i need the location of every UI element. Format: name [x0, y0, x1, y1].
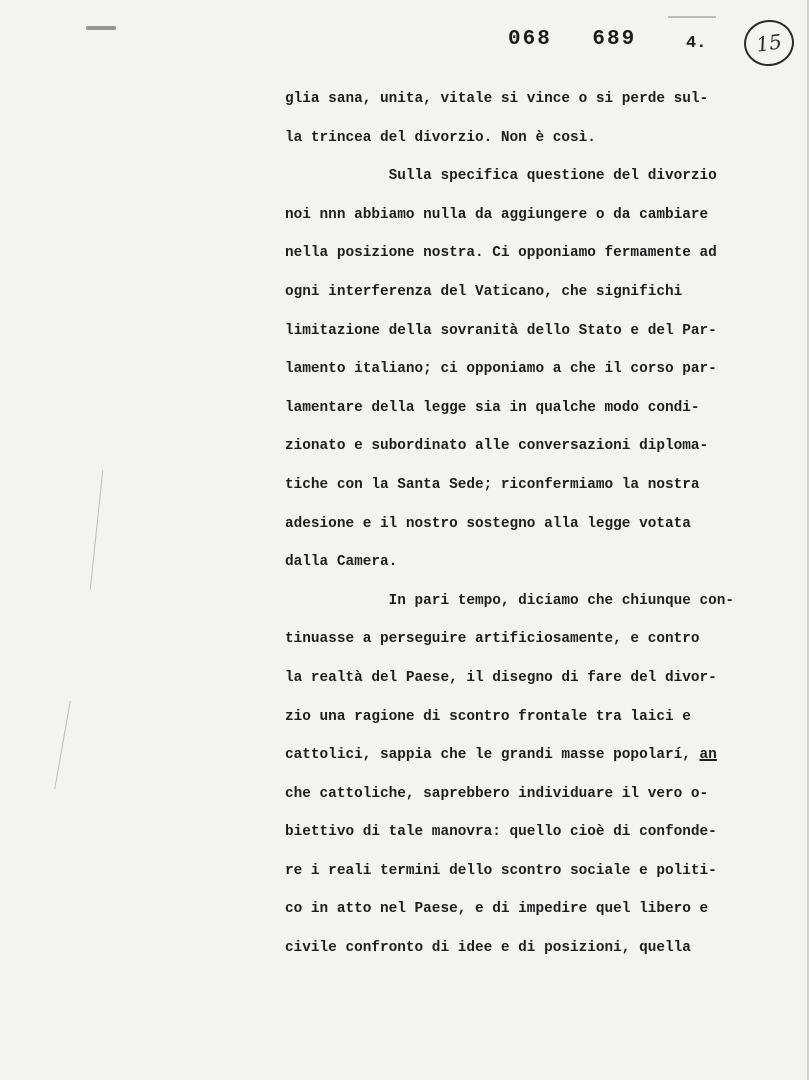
text-line: nella posizione nostra. Ci opponiamo fermamente ad	[285, 245, 717, 262]
text-line: co in atto nel Paese, e di impedire quel libero e	[285, 901, 709, 918]
handwritten-page-stamp: 15	[741, 17, 797, 70]
typed-text-body	[285, 80, 785, 968]
underlined-fragment: an	[699, 747, 717, 764]
page-number: 4.	[686, 34, 707, 53]
text-segment: cattolici, sappia che le grandi masse popolarí,	[285, 747, 700, 764]
text-line: zio una ragione di scontro frontale tra laici e	[285, 708, 691, 725]
text-line: biettivo di tale manovra: quello cioè di confonde-	[285, 824, 717, 841]
text-line: adesione e il nostro sostegno alla legge votata	[285, 515, 691, 532]
text-line: tiche con la Santa Sede; riconfermiamo la nostra	[285, 476, 700, 493]
text-line: re i reali termini dello scontro sociale e politi-	[285, 862, 717, 879]
text-line: lamentare della legge sia in qualche modo condi-	[285, 399, 700, 416]
text-line: In pari tempo, diciamo che chiunque con-	[285, 592, 735, 609]
text-line: che cattoliche, saprebbero individuare il vero o-	[285, 785, 709, 802]
text-line: noi nnn abbiamo nulla da aggiungere o da cambiare	[285, 206, 709, 223]
text-line: la realtà del Paese, il disegno di fare del divor-	[285, 669, 717, 686]
margin-shadow-line	[54, 701, 71, 790]
text-line: la trincea del divorzio. Non è così.	[285, 129, 596, 146]
text-line: civile confronto di idee e di posizioni, quella	[285, 940, 691, 957]
margin-shadow-line	[90, 470, 104, 589]
text-line: lamento italiano; ci opponiamo a che il corso par-	[285, 361, 717, 378]
text-line: glia sana, unita, vitale si vince o si perde sul-	[285, 91, 709, 107]
text-line: dalla Camera.	[285, 554, 398, 571]
text-line: zionato e subordinato alle conversazioni diploma-	[285, 438, 709, 455]
serial-part-1: 068	[508, 28, 552, 51]
text-line: limitazione della sovranità dello Stato e del Par-	[285, 322, 717, 339]
text-line: ogni interferenza del Vaticano, che significhi	[285, 283, 683, 300]
scan-mark	[86, 26, 116, 30]
serial-number	[508, 28, 636, 51]
serial-part-2: 689	[592, 28, 637, 51]
text-line: Sulla specifica questione del divorzio	[285, 168, 717, 185]
text-line: tinuasse a perseguire artificiosamente, e contro	[285, 631, 700, 648]
text-line-with-underline	[285, 736, 785, 775]
scan-mark-right	[668, 16, 716, 18]
